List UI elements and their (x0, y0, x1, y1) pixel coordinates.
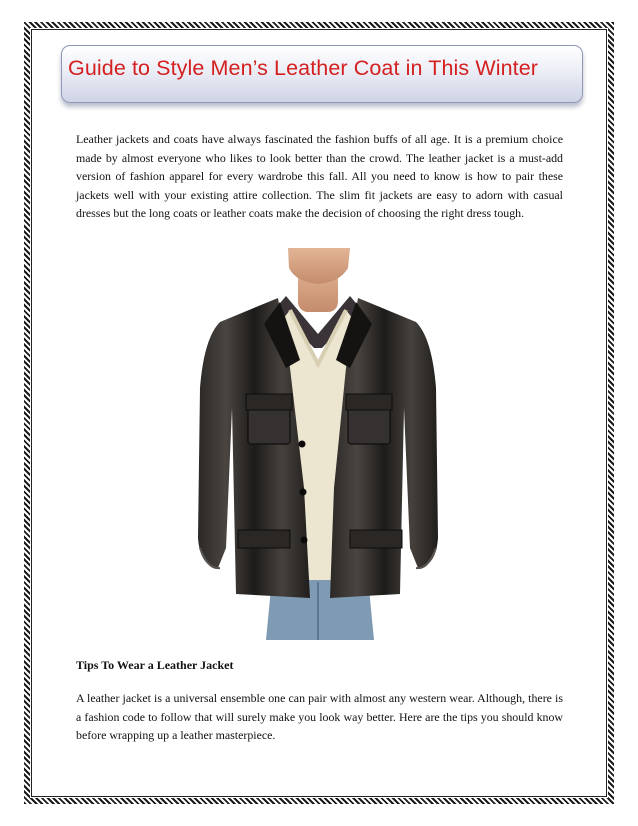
page-title: Guide to Style Men’s Leather Coat in This Winter (68, 56, 539, 80)
leather-jacket-photo (190, 248, 446, 640)
intro-paragraph: Leather jackets and coats have always fascinated the fashion buffs of all age. It is a premium choice made by almost everyone who likes to look better than the crowd. The leather jacket is a must-add version of fashion apparel for every wardrobe this fall. All you need to know is how to pair these jackets well with your existing attire collection. The slim fit jackets are easy to adorn with casual dresses but the long coats or leather coats make the decision of choosing the right dress tough. (76, 132, 563, 221)
section-paragraph: A leather jacket is a universal ensemble one can pair with almost any western wear. Although, there is a fashion code to follow that will surely make you look way better. Here are the tips you should know before wrapping up a leather masterpiece. (76, 691, 563, 743)
face-shape (288, 248, 350, 284)
section-heading: Tips To Wear a Leather Jacket (76, 658, 234, 672)
